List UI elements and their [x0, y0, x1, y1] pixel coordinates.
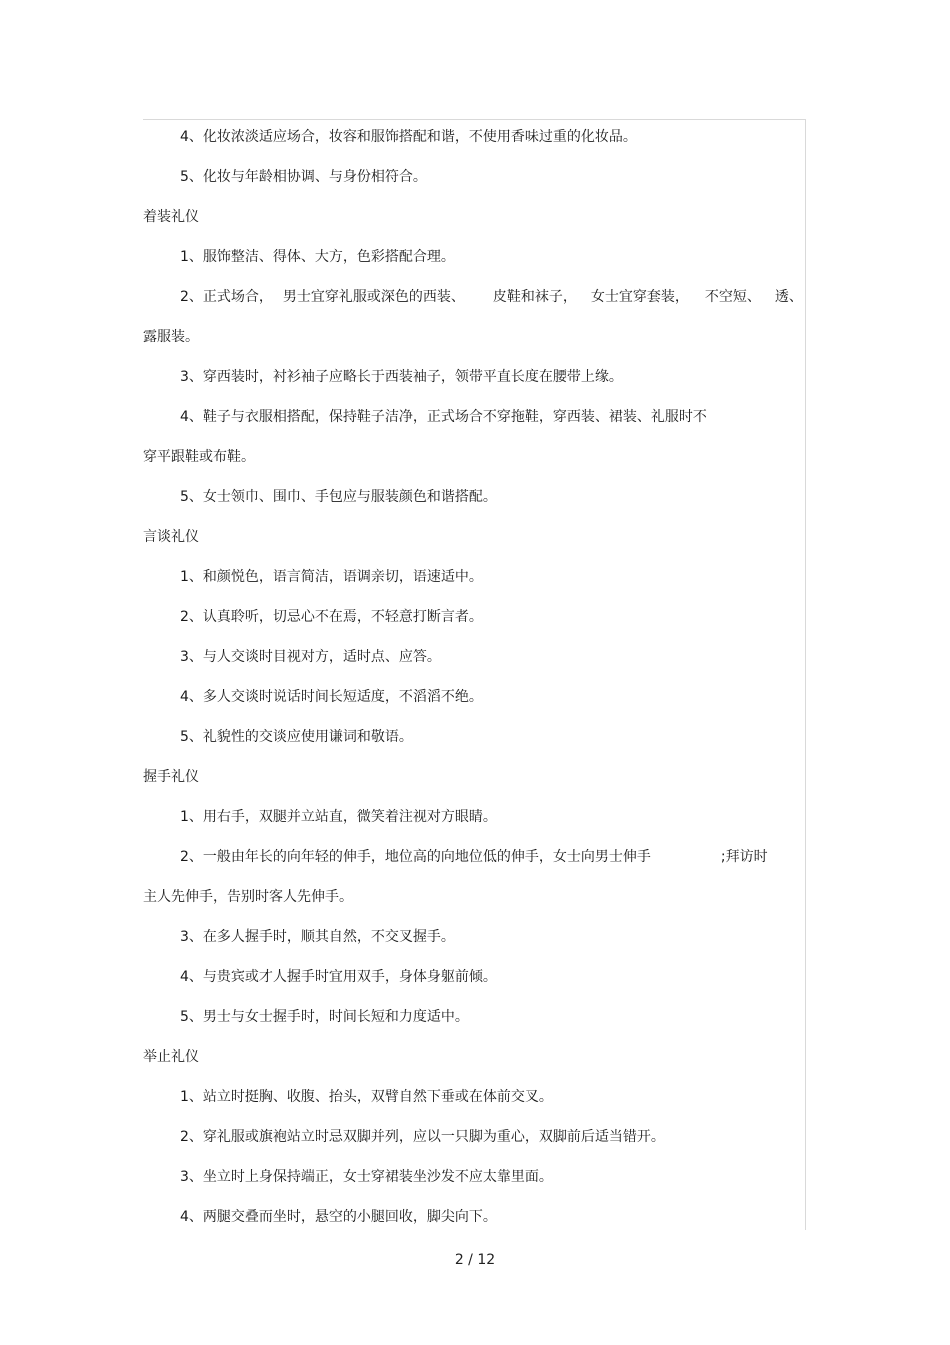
- dress-item-1: 1、服饰整洁、得体、大方，色彩搭配合理。: [180, 249, 455, 265]
- section-heading-handshake: 握手礼仪: [143, 769, 199, 785]
- dress-item-2-part-c: 皮鞋和袜子，: [492, 289, 577, 305]
- speech-item-2: 2、认真聆听，切忌心不在焉，不轻意打断言者。: [180, 609, 483, 625]
- posture-item-3: 3、坐立时上身保持端正，女士穿裙装坐沙发不应太靠里面。: [180, 1169, 553, 1185]
- handshake-item-2-part-b: ;拜访时: [720, 849, 768, 865]
- dress-item-2-part-e: 不空短、: [704, 289, 761, 305]
- speech-item-3: 3、与人交谈时目视对方，适时点、应答。: [180, 649, 441, 665]
- page-number: 2 / 12: [454, 1252, 496, 1268]
- dress-item-2-part-f: 透、: [774, 289, 803, 305]
- dress-item-3: 3、穿西装时，衬衫袖子应略长于西装袖子，领带平直长度在腰带上缘。: [180, 369, 623, 385]
- handshake-item-1: 1、用右手，双腿并立站直，微笑着注视对方眼睛。: [180, 809, 497, 825]
- page-frame: [143, 119, 806, 1230]
- posture-item-1: 1、站立时挺胸、收腹、抬头，双臂自然下垂或在体前交叉。: [180, 1089, 553, 1105]
- dress-item-5: 5、女士领巾、围巾、手包应与服装颜色和谐搭配。: [180, 489, 497, 505]
- handshake-item-5: 5、男士与女士握手时，时间长短和力度适中。: [180, 1009, 469, 1025]
- handshake-item-2-continued: 主人先伸手，告别时客人先伸手。: [143, 889, 353, 905]
- posture-item-4: 4、两腿交叠而坐时，悬空的小腿回收，脚尖向下。: [180, 1209, 497, 1225]
- section-heading-speech: 言谈礼仪: [143, 529, 199, 545]
- handshake-item-2: [180, 847, 768, 867]
- dress-item-2-part-d: 女士宜穿套装，: [590, 289, 689, 305]
- handshake-item-4: 4、与贵宾或才人握手时宜用双手，身体身躯前倾。: [180, 969, 497, 985]
- section-heading-dress: 着装礼仪: [143, 209, 199, 225]
- speech-item-4: 4、多人交谈时说话时间长短适度，不滔滔不绝。: [180, 689, 483, 705]
- handshake-item-2-part-a: 2、一般由年长的向年轻的伸手，地位高的向地位低的伸手，女士向男士伸手: [180, 849, 651, 865]
- speech-item-5: 5、礼貌性的交谈应使用谦词和敬语。: [180, 729, 413, 745]
- section-heading-posture: 举止礼仪: [143, 1049, 199, 1065]
- handshake-item-3: 3、在多人握手时，顺其自然，不交叉握手。: [180, 929, 455, 945]
- makeup-item-5: 5、化妆与年龄相协调、与身份相符合。: [180, 169, 427, 185]
- posture-item-2: 2、穿礼服或旗袍站立时忌双脚并列，应以一只脚为重心，双脚前后适当错开。: [180, 1129, 665, 1145]
- dress-item-4: 4、鞋子与衣服相搭配，保持鞋子洁净，正式场合不穿拖鞋，穿西装、裙装、礼服时不: [180, 409, 707, 425]
- makeup-item-4: 4、化妆浓淡适应场合，妆容和服饰搭配和谐，不使用香味过重的化妆品。: [180, 129, 637, 145]
- dress-item-2-continued: 露服装。: [143, 329, 199, 345]
- speech-item-1: 1、和颜悦色，语言简洁，语调亲切，语速适中。: [180, 569, 483, 585]
- dress-item-4-continued: 穿平跟鞋或布鞋。: [143, 449, 255, 465]
- dress-item-2: [180, 287, 803, 307]
- dress-item-2-part-a: 2、正式场合，: [180, 289, 273, 305]
- dress-item-2-part-b: 男士宜穿礼服或深色的西装、: [282, 289, 465, 305]
